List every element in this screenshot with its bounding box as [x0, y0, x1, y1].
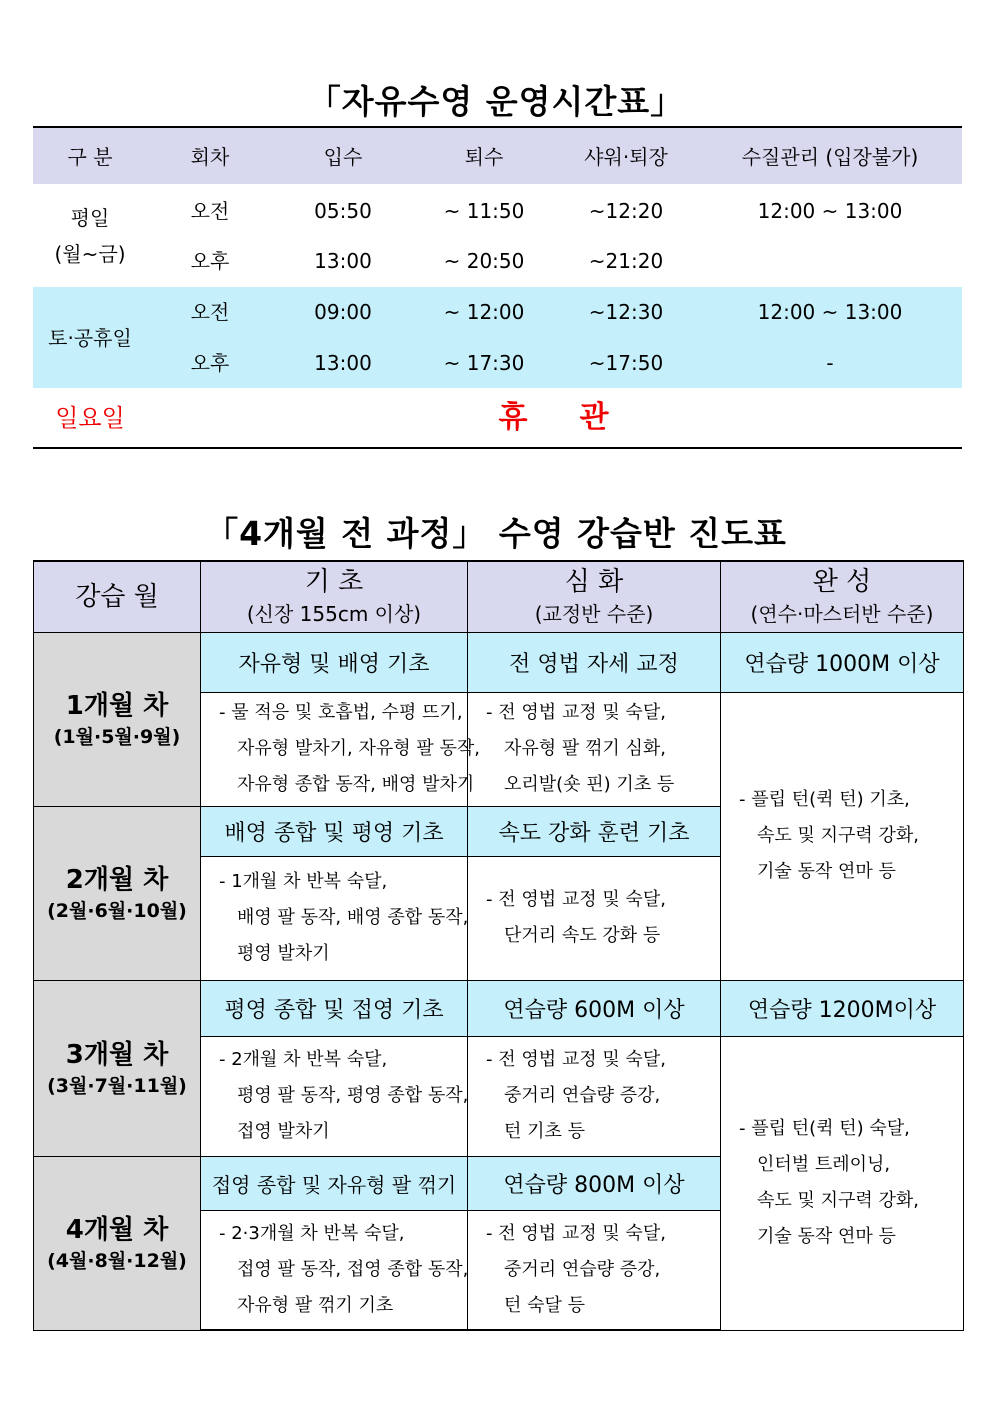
month-3-basic-title: 평영 종합 및 접영 기초 — [201, 980, 468, 1036]
master-1-desc — [721, 692, 964, 980]
curriculum-title: 「4개월 전 과정」 수영 강습반 진도표 — [205, 514, 787, 553]
month-2-basic-desc — [201, 856, 468, 980]
header-session: 회차 — [190, 145, 230, 169]
weekday-am-session: 오전 — [190, 199, 230, 223]
month-2-adv-desc — [468, 856, 721, 980]
month-1-cell — [34, 632, 201, 806]
weekend-am-session: 오전 — [190, 300, 230, 324]
weekday-label: 평일 — [70, 206, 110, 230]
month-2-label: 2개월 차 — [65, 865, 169, 895]
master-1-title: 연습량 1000M 이상 — [721, 632, 964, 692]
month-2-cell — [34, 806, 201, 980]
desc-line: 자유형 종합 동작, 배영 발차기 — [237, 774, 475, 795]
header-adv-cell — [468, 561, 721, 632]
month-4-sub: (4월·8월·12월) — [47, 1250, 187, 1272]
weekend-am-water: 12:00 ~ 13:00 — [757, 300, 903, 324]
desc-line: - 2·3개월 차 반복 숙달, — [219, 1222, 405, 1244]
month-3-adv-desc — [468, 1036, 721, 1156]
weekend-am-exit: ~ 12:00 — [443, 300, 525, 324]
month-4-basic-title: 접영 종합 및 자유형 팔 꺾기 — [201, 1156, 468, 1210]
desc-line: 자유형 팔 꺾기 기초 — [237, 1294, 394, 1316]
header-master: 완 성 — [812, 566, 872, 597]
desc-line: 평영 발차기 — [237, 943, 330, 964]
master-2-title: 연습량 1200M이상 — [721, 980, 964, 1036]
desc-line: 기술 동작 연마 등 — [757, 861, 896, 882]
desc-line: - 전 영법 교정 및 숙달, — [486, 1049, 666, 1070]
weekend-pm-water: - — [826, 351, 834, 375]
desc-line: 기술 동작 연마 등 — [757, 1226, 896, 1247]
header-category: 구 분 — [67, 145, 113, 169]
month-4-adv-title: 연습량 800M 이상 — [468, 1156, 721, 1210]
desc-line: - 1개월 차 반복 숙달, — [219, 871, 388, 892]
weekday-pm-session: 오후 — [190, 249, 230, 273]
header-basic-sub: (신장 155cm 이상) — [246, 601, 422, 626]
month-2-sub: (2월·6월·10월) — [47, 900, 187, 922]
desc-line: 자유형 발차기, 자유형 팔 동작, — [237, 738, 480, 759]
weekend-pm-exit: ~ 17:30 — [443, 351, 525, 375]
month-4-label: 4개월 차 — [65, 1215, 169, 1245]
desc-line: 평영 팔 동작, 평영 종합 동작, — [237, 1085, 469, 1106]
header-exit: 퇴수 — [464, 145, 504, 169]
month-3-adv-title: 연습량 600M 이상 — [468, 980, 721, 1036]
month-4-basic-desc — [201, 1210, 468, 1330]
desc-line: - 플립 턴(퀵 턴) 숙달, — [739, 1118, 910, 1139]
month-1-adv-title: 전 영법 자세 교정 — [468, 632, 721, 692]
header-adv-sub: (교정반 수준) — [534, 601, 654, 626]
weekday-pm-enter: 13:00 — [314, 249, 372, 273]
weekend-pm-session: 오후 — [190, 351, 230, 375]
month-4-adv-desc — [468, 1210, 721, 1330]
weekday-pm-exit: ~ 20:50 — [443, 249, 525, 273]
month-3-sub: (3월·7월·11월) — [47, 1075, 187, 1097]
weekday-am-water: 12:00 ~ 13:00 — [757, 199, 903, 223]
desc-line: 오리발(숏 핀) 기초 등 — [504, 774, 675, 795]
desc-line: 접영 발차기 — [237, 1121, 330, 1142]
weekend-pm-enter: 13:00 — [314, 351, 372, 375]
header-enter: 입수 — [323, 145, 363, 169]
desc-line: - 플립 턴(퀵 턴) 기초, — [739, 789, 910, 810]
month-1-adv-desc — [468, 692, 721, 806]
header-master-sub: (연수·마스터반 수준) — [750, 601, 934, 626]
month-1-basic-desc — [201, 692, 480, 806]
schedule-title: 「자유수영 운영시간표」 — [307, 82, 685, 121]
weekday-am-enter: 05:50 — [314, 199, 372, 223]
schedule-bottom-rule — [33, 447, 962, 449]
month-1-basic-title: 자유형 및 배영 기초 — [201, 632, 468, 692]
weekday-am-exit: ~ 11:50 — [443, 199, 525, 223]
curriculum-table — [33, 560, 964, 1331]
desc-line: 턴 기초 등 — [504, 1121, 585, 1142]
weekend-am-enter: 09:00 — [314, 300, 372, 324]
desc-line: 속도 및 지구력 강화, — [757, 825, 919, 846]
weekday-pm-shower: ~21:20 — [588, 249, 664, 273]
header-master-cell — [721, 561, 964, 632]
desc-line: - 물 적응 및 호흡법, 수평 뜨기, — [219, 702, 463, 723]
header-basic: 기 초 — [304, 566, 364, 597]
header-month-cell — [34, 561, 201, 632]
month-3-basic-desc — [201, 1036, 468, 1156]
sunday-label: 일요일 — [55, 404, 125, 432]
desc-line: 배영 팔 동작, 배영 종합 동작, — [237, 907, 469, 928]
master-2-desc — [721, 1036, 964, 1330]
desc-line: 인터벌 트레이닝, — [757, 1154, 891, 1175]
desc-line: 접영 팔 동작, 접영 종합 동작, — [237, 1258, 469, 1280]
desc-line: 단거리 속도 강화 등 — [504, 925, 661, 946]
header-adv: 심 화 — [564, 566, 624, 597]
desc-line: 자유형 팔 꺾기 심화, — [504, 738, 666, 759]
month-3-label: 3개월 차 — [65, 1040, 169, 1070]
header-water: 수질관리 (입장불가) — [741, 145, 919, 169]
weekday-am-shower: ~12:20 — [588, 199, 664, 223]
desc-line: 턴 숙달 등 — [504, 1294, 585, 1316]
month-1-sub: (1월·5월·9월) — [53, 726, 181, 748]
desc-line: - 전 영법 교정 및 숙달, — [486, 889, 666, 910]
header-shower: 샤워·퇴장 — [584, 145, 668, 169]
month-2-adv-title: 속도 강화 훈련 기초 — [468, 806, 721, 856]
sunday-closed-char-1: 휴 — [498, 400, 528, 435]
weekend-pm-shower: ~17:50 — [588, 351, 664, 375]
sunday-closed-char-2: 관 — [579, 400, 609, 435]
desc-line: - 전 영법 교정 및 숙달, — [486, 702, 666, 723]
month-3-cell — [34, 980, 201, 1156]
month-2-basic-title: 배영 종합 및 평영 기초 — [201, 806, 468, 856]
month-4-cell — [34, 1156, 201, 1330]
weekday-sublabel: (월~금) — [54, 242, 126, 266]
desc-line: 속도 및 지구력 강화, — [757, 1190, 919, 1211]
weekend-label: 토·공휴일 — [48, 326, 132, 350]
header-basic-cell — [201, 561, 468, 632]
month-1-label: 1개월 차 — [65, 691, 169, 721]
desc-line: - 2개월 차 반복 숙달, — [219, 1049, 388, 1070]
desc-line: - 전 영법 교정 및 숙달, — [486, 1222, 666, 1244]
header-month: 강습 월 — [75, 581, 159, 612]
desc-line: 중거리 연습량 증강, — [504, 1258, 661, 1280]
weekend-am-shower: ~12:30 — [588, 300, 664, 324]
desc-line: 중거리 연습량 증강, — [504, 1085, 661, 1106]
